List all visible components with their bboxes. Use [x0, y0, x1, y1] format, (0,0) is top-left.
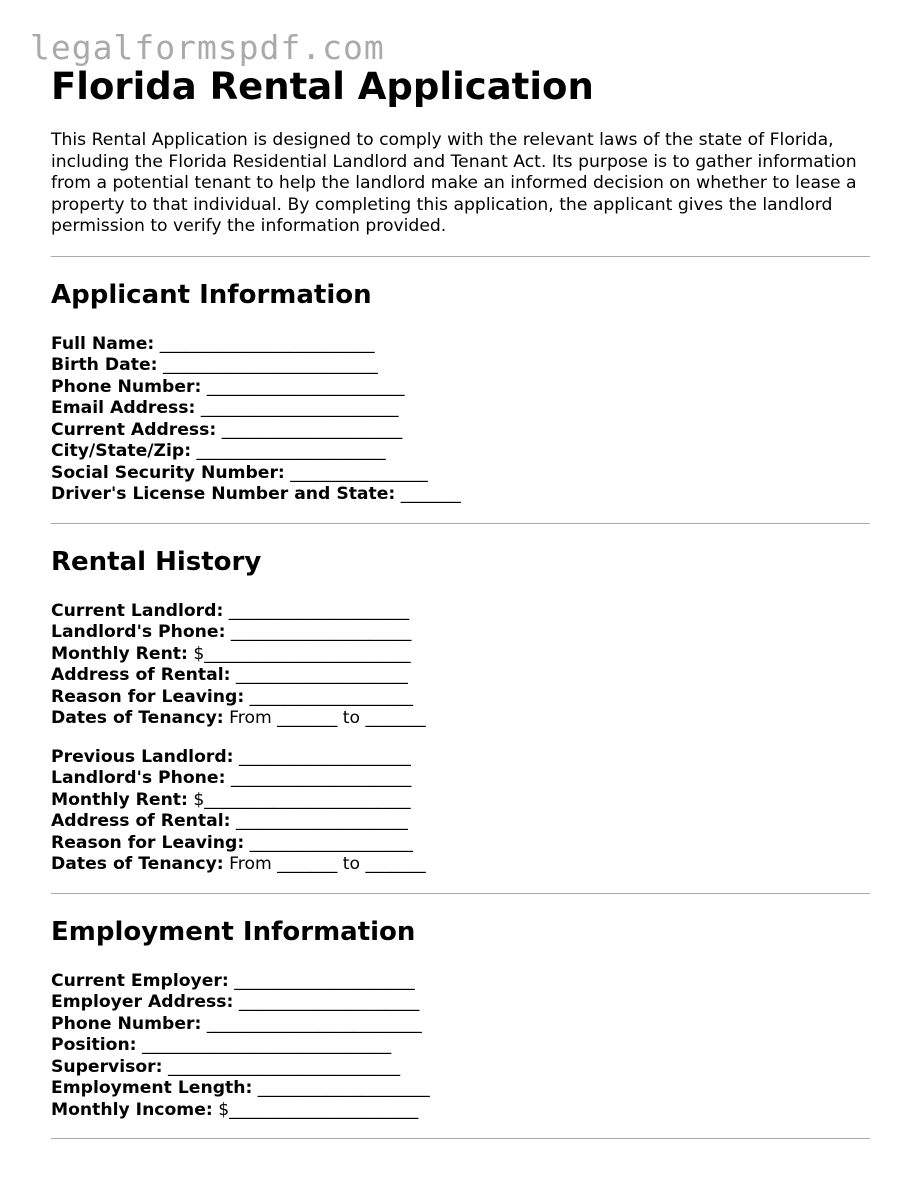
field-monthly-income[interactable]: Monthly Income: $______________________ [51, 1099, 419, 1120]
previous-rental-fields [51, 747, 871, 876]
field-monthly-rent[interactable]: Monthly Rent: $________________________ [51, 643, 411, 664]
section-heading-rental: Rental History [51, 546, 262, 577]
field-current-landlord[interactable]: Current Landlord: _____________________ [51, 600, 410, 621]
field-previous-landlord-phone[interactable]: Landlord's Phone: _____________________ [51, 768, 412, 789]
divider [51, 893, 870, 894]
field-ssn[interactable]: Social Security Number: ________________ [51, 462, 428, 483]
watermark-text: legalformspdf.com [30, 28, 385, 67]
field-birth-date[interactable]: Birth Date: _________________________ [51, 355, 378, 376]
field-current-address[interactable]: Current Address: _____________________ [51, 419, 403, 440]
field-reason-for-leaving[interactable]: Reason for Leaving: ___________________ [51, 686, 413, 707]
divider [51, 1138, 870, 1139]
field-supervisor[interactable]: Supervisor: ___________________________ [51, 1056, 401, 1077]
field-employer-phone[interactable]: Phone Number: _________________________ [51, 1013, 422, 1034]
field-address-of-rental[interactable]: Address of Rental: ____________________ [51, 665, 408, 686]
section-heading-applicant: Applicant Information [51, 279, 372, 310]
section-heading-employment: Employment Information [51, 916, 416, 947]
field-employment-length[interactable]: Employment Length: ____________________ [51, 1078, 430, 1099]
field-full-name[interactable]: Full Name: _________________________ [51, 333, 375, 354]
applicant-fields [51, 334, 871, 506]
field-drivers-license[interactable]: Driver's License Number and State: _______ [51, 484, 461, 505]
field-previous-address-of-rental[interactable]: Address of Rental: ____________________ [51, 811, 408, 832]
field-landlord-phone[interactable]: Landlord's Phone: _____________________ [51, 622, 412, 643]
field-previous-reason-for-leaving[interactable]: Reason for Leaving: ___________________ [51, 832, 413, 853]
document-page [51, 64, 871, 1139]
field-previous-landlord[interactable]: Previous Landlord: ____________________ [51, 746, 411, 767]
field-employer-address[interactable]: Employer Address: _____________________ [51, 992, 420, 1013]
field-previous-dates-of-tenancy[interactable]: Dates of Tenancy: From _______ to _______ [51, 854, 426, 875]
divider [51, 256, 870, 257]
employment-fields [51, 971, 871, 1122]
field-dates-of-tenancy[interactable]: Dates of Tenancy: From _______ to _______ [51, 708, 426, 729]
intro-paragraph: This Rental Application is designed to comply with the relevant laws of the state of Florida, including the Florida Residential Landlord and Tenant Act. Its purpose is to gather information from a potential tenant to help the landlord make an informed decision on whether to lease a property to that individual. By completing this application, the applicant gives the landlord permission to verify the information provided. [51, 130, 857, 237]
field-email-address[interactable]: Email Address: _______________________ [51, 398, 399, 419]
divider [51, 523, 870, 524]
field-current-employer[interactable]: Current Employer: _____________________ [51, 970, 415, 991]
page-title: Florida Rental Application [51, 65, 594, 108]
current-rental-fields [51, 601, 871, 730]
field-previous-monthly-rent[interactable]: Monthly Rent: $________________________ [51, 789, 411, 810]
spacer [51, 730, 871, 747]
field-phone-number[interactable]: Phone Number: _______________________ [51, 376, 405, 397]
field-position[interactable]: Position: _____________________________ [51, 1035, 392, 1056]
field-city-state-zip[interactable]: City/State/Zip: ______________________ [51, 441, 386, 462]
